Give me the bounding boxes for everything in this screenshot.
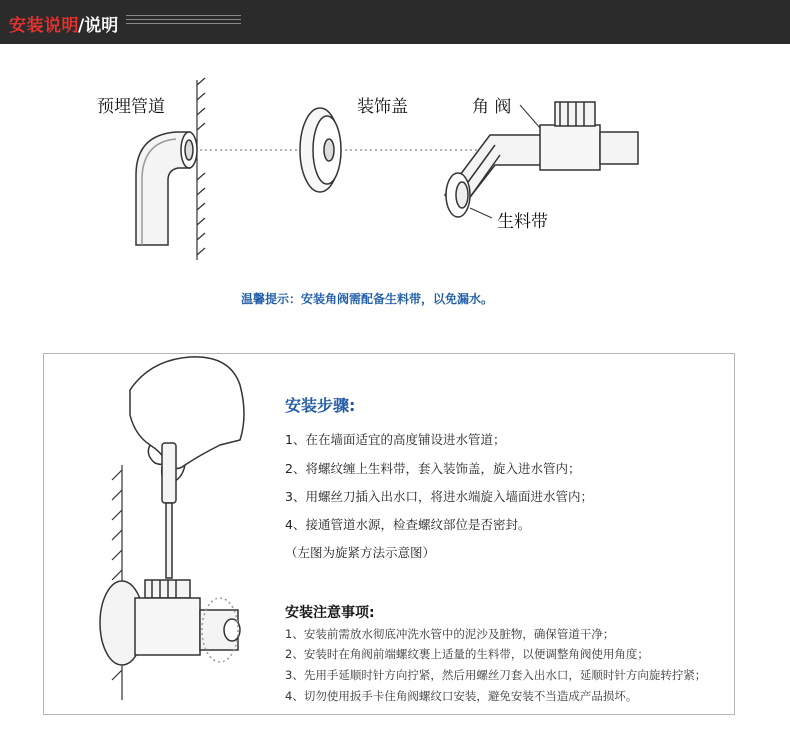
valve-pointer <box>520 105 540 128</box>
header-title-white: /说明 <box>78 16 119 36</box>
illustration-caption: （左图为旋紧方法示意图） <box>285 545 436 560</box>
angle-valve <box>445 102 638 217</box>
tape-pointer <box>470 208 492 218</box>
note-item: 3、先用手延顺时针方向拧紧，然后用螺丝刀套入出水口，延顺时针方向旋转拧紧； <box>285 668 707 682</box>
header-bar <box>0 0 790 44</box>
tightening-illustration <box>90 355 270 705</box>
note-item: 1、安装前需放水彻底冲洗水管中的泥沙及脏物，确保管道干净； <box>285 627 615 641</box>
step-item: 4、接通管道水源，检查螺纹部位是否密封。 <box>285 517 531 532</box>
label-embedded-pipe: 预埋管道 <box>97 97 165 117</box>
steps-title: 安装步骤: <box>285 396 356 415</box>
label-decorative-cover: 装饰盖 <box>357 97 408 117</box>
label-angle-valve: 角 阀 <box>472 97 512 117</box>
warm-tip: 温馨提示：安装角阀需配备生料带，以免漏水。 <box>241 292 494 306</box>
step-item: 2、将螺纹缠上生料带，套入装饰盖，旋入进水管内； <box>285 461 581 476</box>
header-decoration <box>126 15 241 29</box>
step-item: 3、用螺丝刀插入出水口，将进水端旋入墙面进水管内； <box>285 489 593 504</box>
note-item: 2、安装时在角阀前端螺纹裹上适量的生料带，以便调整角阀使用角度； <box>285 647 649 661</box>
header-title-red: 安装说明 <box>9 16 79 36</box>
screwdriver-icon <box>162 443 176 578</box>
embedded-pipe <box>136 132 197 245</box>
note-item: 4、切勿使用扳手卡住角阀螺纹口安装，避免安装不当造成产品损坏。 <box>285 689 638 703</box>
step-item: 1、在在墙面适宜的高度铺设进水管道； <box>285 432 506 447</box>
notes-title: 安装注意事项: <box>285 605 375 621</box>
label-ptfe-tape: 生料带 <box>497 212 548 232</box>
wall-left <box>197 78 205 260</box>
decorative-cover <box>300 108 341 192</box>
hand-icon <box>130 357 244 483</box>
installed-valve <box>100 580 240 665</box>
